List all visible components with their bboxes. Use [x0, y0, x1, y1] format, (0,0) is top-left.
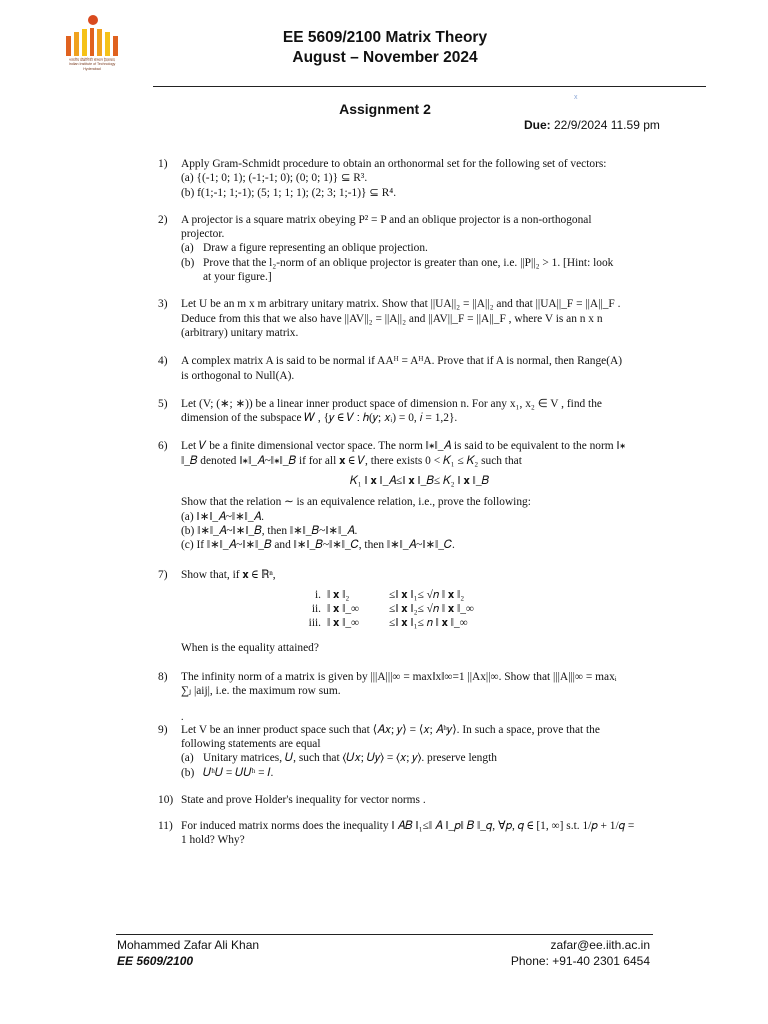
problem-number: 3)	[158, 298, 168, 311]
subpart	[181, 256, 658, 285]
problem-text-line: (arbitrary) unitary matrix.	[181, 326, 299, 339]
subpart-text-line: Draw a figure representing an oblique projection.	[203, 242, 428, 255]
problem-text-line: is orthogonal to Null(A).	[181, 369, 295, 382]
stray-mark: x	[574, 94, 578, 101]
subpart-text-line: Unitary matrices, 𝑈, such that ⟨𝑈𝑥; 𝑈𝑦⟩ = ⟨𝑥; 𝑦⟩. preserve length	[203, 752, 497, 765]
problem-item	[158, 793, 658, 807]
footer-right	[511, 937, 650, 969]
logo-bar	[97, 29, 102, 56]
inequality-row	[181, 602, 658, 616]
logo-caption-hindi: भारतीय प्रौद्योगिकी संस्थान हैदराबाद	[69, 58, 115, 62]
problem-number: 8)	[158, 671, 168, 684]
footer-left	[117, 937, 259, 969]
problem-text-line: 1 hold? Why?	[181, 834, 245, 847]
problem-text-line: (a) {(-1; 0; 1); (-1;-1; 0); (0; 0; 1)} ⊆ R³.	[181, 172, 368, 185]
problem-item	[158, 213, 658, 284]
inequality-numeral: iii.	[308, 617, 321, 630]
problem-item	[158, 354, 658, 383]
problem-number: 6)	[158, 440, 168, 453]
header-rule	[153, 86, 706, 87]
problem-text-line: projector.	[181, 228, 225, 241]
problem-number: 1)	[158, 158, 168, 170]
due-value: 22/9/2024 11.59 pm	[550, 118, 660, 132]
problem-text-line: Show that the relation ∼ is an equivalence relation, i.e., prove the following:	[181, 496, 531, 509]
problem-number: 10)	[158, 793, 174, 806]
problem-number: 11)	[158, 820, 173, 833]
logo-bars	[66, 28, 118, 56]
inequality-numeral: i.	[314, 588, 321, 601]
problem-list	[158, 144, 658, 848]
course-title	[200, 28, 570, 68]
subpart-label: (a)	[181, 242, 194, 255]
problem-item	[158, 819, 658, 848]
inequality-lhs: ‖ 𝐱 ‖₂	[327, 588, 350, 601]
problem-number: 9)	[158, 723, 168, 736]
problem-text-line: ∑ⱼ |aij|, i.e. the maximum row sum.	[181, 685, 341, 698]
logo-bar	[66, 36, 71, 56]
problem-text-line: A complex matrix A is said to be normal if AAᴴ = AᴴA. Prove that if A is normal, then Range(A)	[181, 355, 623, 368]
course-title-line1: EE 5609/2100 Matrix Theory	[282, 29, 488, 46]
logo-caption	[60, 58, 124, 71]
subpart	[181, 766, 658, 780]
subpart	[181, 751, 658, 765]
problem-item	[158, 157, 658, 200]
subpart-label: (a)	[181, 752, 194, 765]
logo-bar	[105, 32, 110, 56]
problem-text-line: Show that, if 𝐱 ∈ ℝⁿ,	[181, 568, 276, 581]
problem-text-line: ‖_𝐵 denoted ‖∗‖_𝐴~‖∗‖_𝐵 if for all 𝐱 ∈ 𝑉, there exists 0 < 𝐾₁ ≤ 𝐾₂ such that	[181, 454, 522, 467]
due-label: Due:	[524, 118, 551, 132]
logo-bar	[90, 28, 95, 56]
problem-item	[158, 670, 658, 699]
inequality-rhs: ≤‖ 𝐱 ‖₂≤ √𝑛 ‖ 𝐱 ‖_∞	[389, 603, 475, 616]
problem-text-line: A projector is a square matrix obeying P² = P and an oblique projector is a non-orthogonal	[181, 213, 592, 226]
problem-text-line: State and prove Holder's inequality for vector norms .	[181, 793, 426, 806]
footer-phone: Phone: +91-40 2301 6454	[510, 954, 650, 968]
problem-text-line: dimension of the subspace 𝑊 , {𝑦 ∈ 𝑉 ∶ ℎ(𝑦; 𝑥ᵢ) = 0, 𝑖 = 1,2}.	[181, 412, 458, 425]
logo-bar	[82, 29, 87, 56]
inequality-lhs: ‖ 𝐱 ‖_∞	[327, 603, 360, 616]
problem-text-line: Deduce from this that we also have ||AV||₂ = ||A||₂ and ||AV||_F = ||A||_F , where V is an n x n	[181, 312, 603, 325]
inequality-row	[181, 588, 658, 602]
subpart-label: (b)	[181, 256, 195, 269]
problem-text-line: (b) f(1;-1; 1;-1); (5; 1; 1; 1); (2; 3; 1;-1)} ⊆ R⁴.	[181, 186, 397, 199]
inequality-rhs: ≤‖ 𝐱 ‖₁≤ 𝑛 ‖ 𝐱 ‖_∞	[389, 617, 468, 630]
subpart-text-line: 𝑈ʰ𝑈 = 𝑈𝑈ʰ = 𝐼.	[203, 766, 274, 779]
problem-number: 4)	[158, 355, 168, 368]
footer-course: EE 5609/2100	[117, 954, 194, 968]
footer-email: zafar@ee.iith.ac.in	[550, 938, 650, 952]
problem-item	[158, 439, 658, 552]
problem-text-line: Apply Gram-Schmidt procedure to obtain an orthonormal set for the following set of vectors:	[181, 158, 607, 170]
footer-rule	[116, 934, 653, 935]
inequality-lhs: ‖ 𝐱 ‖_∞	[327, 617, 360, 630]
subpart-label: (b)	[181, 766, 195, 779]
displayed-inequality: 𝐾₁ ‖ 𝐱 ‖_𝐴≤‖ 𝐱 ‖_𝐵≤ 𝐾₂ ‖ 𝐱 ‖_𝐵	[349, 475, 490, 488]
subpart	[181, 241, 658, 255]
problem-text-line: Let U be an m x m arbitrary unitary matrix. Show that ||UA||₂ = ||A||₂ and that ||UA||_F = ||A||_F .	[181, 298, 621, 311]
subpart-text-line: at your figure.]	[203, 271, 272, 284]
assignment-title: Assignment 2	[339, 101, 431, 117]
due-date	[524, 118, 660, 132]
problem-text-line: For induced matrix norms does the inequality ‖ 𝐴𝐵 ‖₁≤‖ 𝐴 ‖_𝑝‖ 𝐵 ‖_𝑞, ∀𝑝, 𝑞 ∈ [1, ∞] s.t. 1/𝑝 + 1/𝑞 =	[181, 820, 635, 833]
inequality-numeral: ii.	[311, 603, 321, 616]
inequality-rhs: ≤‖ 𝐱 ‖₁≤ √𝑛 ‖ 𝐱 ‖₂	[389, 588, 465, 601]
logo-bar	[113, 36, 118, 56]
problem-item	[158, 297, 658, 340]
problem-text-line: (c) If ‖∗‖_𝐴~‖∗‖_𝐵 and ‖∗‖_𝐵~‖∗‖_𝐶, then ‖∗‖_𝐴~‖∗‖_𝐶.	[181, 539, 455, 552]
problem-number: 7)	[158, 568, 168, 581]
problem-number: 2)	[158, 213, 168, 226]
logo-caption-english: Indian Institute of Technology Hyderabad	[68, 62, 116, 71]
problem-text-line: The infinity norm of a matrix is given by |||A|||∞ = max‖x‖∞=1 ||Ax||∞. Show that |||A|||∞ = maxᵢ	[181, 671, 617, 684]
problem-item	[158, 713, 658, 780]
problem-number: 5)	[158, 397, 168, 410]
logo-bar	[74, 32, 79, 56]
problem-text-line: Let 𝑉 be a finite dimensional vector space. The norm ‖∗‖_𝐴 is said to be equivalent to the norm ‖∗	[181, 440, 626, 453]
institute-logo	[60, 14, 124, 72]
stray-dot: .	[181, 711, 184, 723]
problem-item	[158, 397, 658, 426]
course-term: August – November 2024	[292, 49, 478, 66]
institute-logo-icon	[88, 15, 98, 25]
problem-text-line: Let (V; (∗; ∗)) be a linear inner product space of dimension n. For any x₁, x₂ ∈ V , find the	[181, 397, 602, 410]
subpart-text-line: Prove that the l₂-norm of an oblique projector is greater than one, i.e. ||P||₂ > 1. [Hint: look	[203, 256, 614, 269]
inequality-list	[181, 588, 658, 631]
problem-item	[158, 568, 658, 655]
problem-text-line: (b) ‖∗‖_𝐴~‖∗‖_𝐵, then ‖∗‖_𝐵~‖∗‖_𝐴.	[181, 524, 358, 537]
problem-text-line: (a) ‖∗‖_𝐴~‖∗‖_𝐴.	[181, 510, 264, 523]
problem-text-line: When is the equality attained?	[181, 641, 319, 654]
problem-text-line: Let V be an inner product space such that ⟨𝐴𝑥; 𝑦⟩ = ⟨𝑥; 𝐴ʰ𝑦⟩. In such a space, prove that the	[181, 723, 600, 736]
footer-author: Mohammed Zafar Ali Khan	[117, 938, 260, 952]
problem-text-line: following statements are equal	[181, 737, 321, 750]
inequality-row	[181, 616, 658, 630]
